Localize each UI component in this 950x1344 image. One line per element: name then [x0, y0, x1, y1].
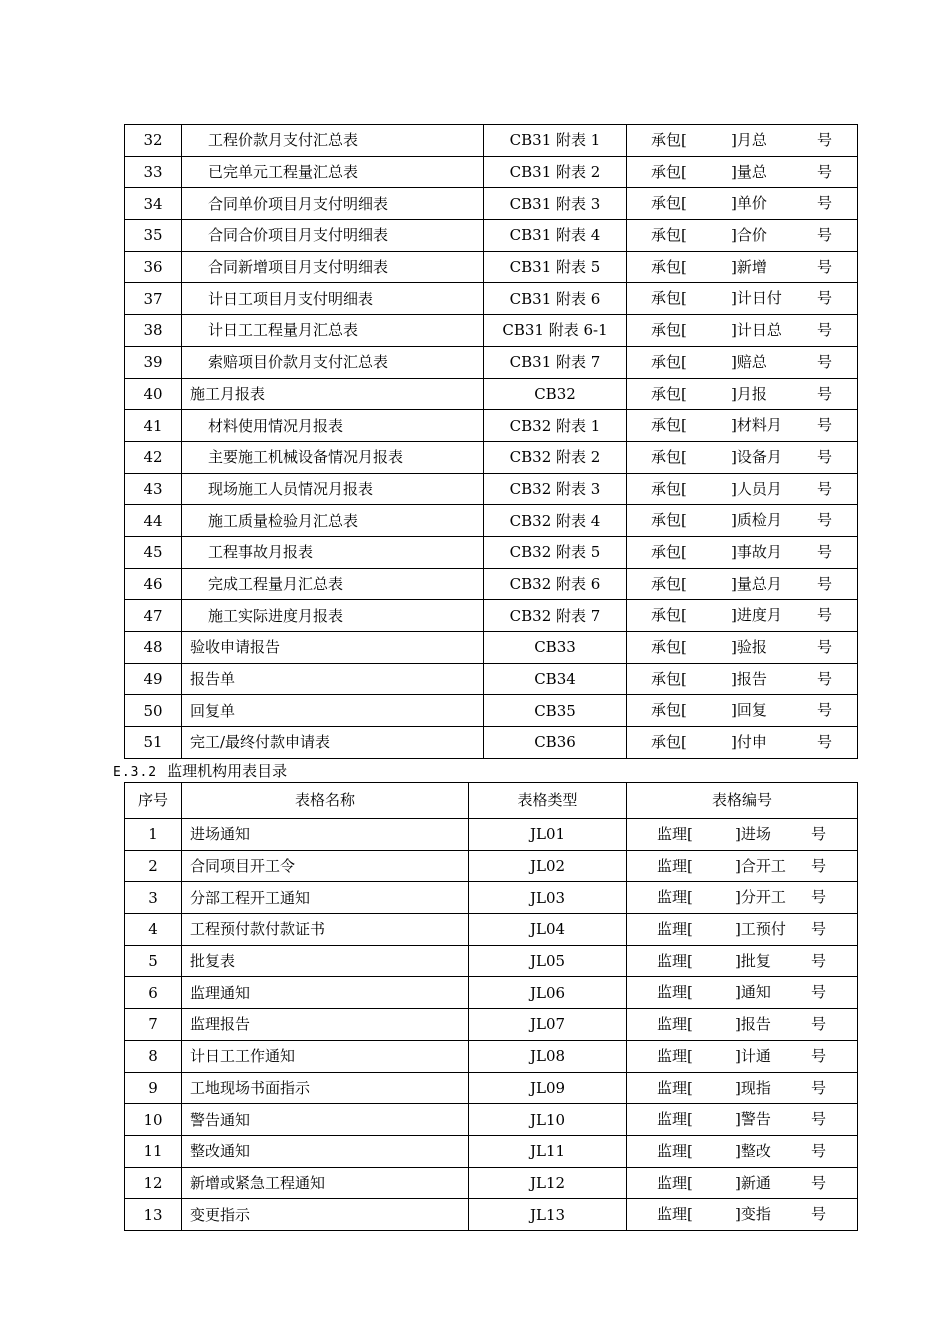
row-number: 12: [125, 1167, 182, 1199]
code-suffix: 号: [811, 856, 827, 875]
code-keyword: ]设备月: [731, 447, 782, 466]
code-keyword: ]整改: [735, 1141, 771, 1160]
code-keyword: ]验报: [731, 638, 767, 656]
code-keyword: ]事故月: [731, 542, 782, 561]
code-suffix: 号: [811, 888, 827, 907]
table-row: [125, 410, 858, 442]
row-number: 36: [125, 251, 182, 283]
form-code: [627, 536, 858, 568]
form-name: 整改通知: [182, 1135, 469, 1167]
table-row: [125, 568, 858, 600]
table-row: [125, 945, 858, 977]
code-prefix: 承包[: [651, 226, 687, 245]
form-name: 计日工工程量月汇总表: [182, 315, 484, 347]
form-name: 合同项目开工令: [182, 850, 469, 882]
code-keyword: ]量总月: [731, 574, 782, 593]
table-row: [125, 914, 858, 946]
code-suffix: 号: [817, 701, 833, 720]
code-suffix: 号: [811, 825, 827, 843]
row-number: 4: [125, 914, 182, 946]
row-number: 3: [125, 882, 182, 914]
form-type: CB31 附表 4: [484, 220, 627, 252]
code-prefix: 承包[: [651, 162, 687, 181]
code-keyword: ]月总: [731, 131, 767, 149]
code-suffix: 号: [817, 574, 833, 593]
row-number: 7: [125, 1009, 182, 1041]
code-suffix: 号: [811, 1110, 827, 1129]
form-code: [627, 156, 858, 188]
table-row: [125, 1040, 858, 1072]
row-number: 47: [125, 600, 182, 632]
form-code: [627, 850, 858, 882]
code-suffix: 号: [817, 352, 833, 371]
code-prefix: 承包[: [651, 321, 687, 340]
form-type: JL04: [469, 914, 627, 946]
row-number: 37: [125, 283, 182, 315]
form-code: [627, 727, 858, 759]
form-type: JL01: [469, 819, 627, 851]
table-row: [125, 882, 858, 914]
code-keyword: ]分开工: [735, 888, 786, 907]
code-keyword: ]报告: [735, 1015, 771, 1034]
code-keyword: ]计日付: [731, 289, 782, 308]
code-prefix: 承包[: [651, 384, 687, 403]
form-code: [627, 505, 858, 537]
form-name: 施工质量检验月汇总表: [182, 505, 484, 537]
code-keyword: ]计日总: [731, 321, 782, 340]
form-code: [627, 188, 858, 220]
code-suffix: 号: [817, 733, 833, 752]
code-prefix: 监理[: [657, 1205, 693, 1224]
form-code: [627, 695, 858, 727]
form-name: 计日工项目月支付明细表: [182, 283, 484, 315]
code-prefix: 监理[: [657, 951, 693, 970]
code-keyword: ]报告: [731, 669, 767, 688]
row-number: 48: [125, 632, 182, 664]
row-number: 44: [125, 505, 182, 537]
row-number: 50: [125, 695, 182, 727]
code-keyword: ]新通: [735, 1173, 771, 1192]
row-number: 40: [125, 378, 182, 410]
form-name: 批复表: [182, 945, 469, 977]
code-suffix: 号: [817, 289, 833, 308]
code-keyword: ]月报: [731, 384, 767, 403]
form-name: 变更指示: [182, 1199, 469, 1231]
form-code: [627, 220, 858, 252]
code-suffix: 号: [811, 983, 827, 1002]
code-suffix: 号: [817, 542, 833, 561]
form-name: 施工实际进度月报表: [182, 600, 484, 632]
header-cell-name: 表格名称: [182, 783, 469, 819]
code-keyword: ]计通: [735, 1046, 771, 1065]
row-number: 35: [125, 220, 182, 252]
form-code: [627, 568, 858, 600]
code-suffix: 号: [811, 1046, 827, 1065]
code-suffix: 号: [817, 416, 833, 435]
code-keyword: ]质检月: [731, 511, 782, 530]
contractor-forms-table-body: [125, 125, 858, 759]
table-row: [125, 1199, 858, 1231]
table-row: [125, 1072, 858, 1104]
form-code: [627, 1009, 858, 1041]
form-type: CB31 附表 2: [484, 156, 627, 188]
section-number: E.3.2: [113, 765, 158, 780]
table-row: [125, 977, 858, 1009]
row-number: 10: [125, 1104, 182, 1136]
form-code: [627, 441, 858, 473]
table-row: [125, 819, 858, 851]
supervisor-forms-table-body: [125, 783, 858, 1231]
form-name: 监理通知: [182, 977, 469, 1009]
row-number: 51: [125, 727, 182, 759]
table-row: [125, 441, 858, 473]
code-prefix: 承包[: [651, 606, 687, 625]
row-number: 11: [125, 1135, 182, 1167]
table-row: [125, 156, 858, 188]
code-suffix: 号: [817, 669, 833, 688]
code-suffix: 号: [811, 1078, 827, 1097]
form-code: [627, 663, 858, 695]
code-keyword: ]合开工: [735, 856, 786, 875]
table-row: [125, 220, 858, 252]
form-type: CB31 附表 3: [484, 188, 627, 220]
code-prefix: 监理[: [657, 1141, 693, 1160]
form-name: 已完单元工程量汇总表: [182, 156, 484, 188]
form-type: CB32 附表 2: [484, 441, 627, 473]
form-name: 进场通知: [182, 819, 469, 851]
form-type: CB32 附表 1: [484, 410, 627, 442]
form-name: 完成工程量月汇总表: [182, 568, 484, 600]
table-row: [125, 536, 858, 568]
form-code: [627, 819, 858, 851]
code-prefix: 承包[: [651, 733, 687, 752]
section-heading: [113, 760, 287, 784]
code-prefix: 承包[: [651, 416, 687, 435]
code-prefix: 承包[: [651, 257, 687, 276]
code-keyword: ]合价: [731, 226, 767, 245]
table-row: [125, 632, 858, 664]
form-name: 验收申请报告: [182, 632, 484, 664]
form-name: 工程价款月支付汇总表: [182, 125, 484, 157]
row-number: 1: [125, 819, 182, 851]
table-row: [125, 315, 858, 347]
table-row: [125, 188, 858, 220]
supervisor-forms-table: [124, 782, 858, 1231]
form-name: 施工月报表: [182, 378, 484, 410]
code-prefix: 监理[: [657, 1015, 693, 1034]
form-name: 工地现场书面指示: [182, 1072, 469, 1104]
section-title-text: 监理机构用表目录: [167, 762, 288, 780]
form-type: CB32 附表 7: [484, 600, 627, 632]
code-suffix: 号: [817, 162, 833, 181]
form-type: CB32 附表 6: [484, 568, 627, 600]
form-type: CB32 附表 5: [484, 536, 627, 568]
row-number: 38: [125, 315, 182, 347]
form-type: CB33: [484, 632, 627, 664]
row-number: 33: [125, 156, 182, 188]
form-name: 新增或紧急工程通知: [182, 1167, 469, 1199]
table-row: [125, 125, 858, 157]
code-keyword: ]工预付: [735, 920, 786, 939]
form-type: JL05: [469, 945, 627, 977]
form-code: [627, 882, 858, 914]
header-cell-no: 序号: [125, 783, 182, 819]
code-suffix: 号: [817, 447, 833, 466]
code-suffix: 号: [811, 1173, 827, 1192]
table-row: [125, 695, 858, 727]
code-keyword: ]新增: [731, 257, 767, 276]
table-row: [125, 1009, 858, 1041]
code-suffix: 号: [817, 321, 833, 340]
code-prefix: 监理[: [657, 888, 693, 907]
code-suffix: 号: [817, 511, 833, 530]
code-keyword: ]进场: [735, 825, 771, 843]
row-number: 45: [125, 536, 182, 568]
code-keyword: ]回复: [731, 701, 767, 720]
code-prefix: 承包[: [651, 289, 687, 308]
form-name: 分部工程开工通知: [182, 882, 469, 914]
form-name: 合同单价项目月支付明细表: [182, 188, 484, 220]
code-suffix: 号: [811, 951, 827, 970]
form-code: [627, 410, 858, 442]
table-row: [125, 1104, 858, 1136]
form-name: 合同新增项目月支付明细表: [182, 251, 484, 283]
code-prefix: 承包[: [651, 447, 687, 466]
contractor-forms-table: [124, 124, 858, 759]
row-number: 43: [125, 473, 182, 505]
form-code: [627, 1135, 858, 1167]
form-name: 完工/最终付款申请表: [182, 727, 484, 759]
code-prefix: 承包[: [651, 479, 687, 498]
form-code: [627, 1104, 858, 1136]
form-code: [627, 378, 858, 410]
form-type: JL13: [469, 1199, 627, 1231]
form-code: [627, 315, 858, 347]
code-keyword: ]批复: [735, 951, 771, 970]
form-type: CB32: [484, 378, 627, 410]
table-row: [125, 283, 858, 315]
code-keyword: ]赔总: [731, 352, 767, 371]
form-code: [627, 914, 858, 946]
form-name: 回复单: [182, 695, 484, 727]
code-prefix: 监理[: [657, 983, 693, 1002]
form-code: [627, 346, 858, 378]
code-keyword: ]警告: [735, 1110, 771, 1129]
header-cell-code: 表格编号: [627, 783, 858, 819]
code-prefix: 承包[: [651, 701, 687, 720]
form-name: 计日工工作通知: [182, 1040, 469, 1072]
table-row: [125, 505, 858, 537]
form-code: [627, 977, 858, 1009]
row-number: 13: [125, 1199, 182, 1231]
code-suffix: 号: [811, 920, 827, 939]
code-keyword: ]通知: [735, 983, 771, 1002]
form-name: 工程事故月报表: [182, 536, 484, 568]
row-number: 9: [125, 1072, 182, 1104]
form-type: CB34: [484, 663, 627, 695]
form-type: CB31 附表 6: [484, 283, 627, 315]
form-name: 索赔项目价款月支付汇总表: [182, 346, 484, 378]
table-row: [125, 1135, 858, 1167]
table-row: [125, 473, 858, 505]
form-code: [627, 600, 858, 632]
row-number: 34: [125, 188, 182, 220]
form-type: JL12: [469, 1167, 627, 1199]
code-keyword: ]变指: [735, 1205, 771, 1224]
form-code: [627, 1167, 858, 1199]
form-name: 合同合价项目月支付明细表: [182, 220, 484, 252]
code-prefix: 监理[: [657, 920, 693, 939]
header-cell-type: 表格类型: [469, 783, 627, 819]
code-suffix: 号: [811, 1015, 827, 1034]
form-type: JL02: [469, 850, 627, 882]
form-name: 工程预付款付款证书: [182, 914, 469, 946]
code-prefix: 承包[: [651, 352, 687, 371]
code-prefix: 承包[: [651, 511, 687, 530]
table-header-row: [125, 783, 858, 819]
form-type: CB32 附表 3: [484, 473, 627, 505]
table-row: [125, 378, 858, 410]
form-type: JL11: [469, 1135, 627, 1167]
code-suffix: 号: [817, 606, 833, 625]
form-code: [627, 632, 858, 664]
row-number: 49: [125, 663, 182, 695]
form-code: [627, 473, 858, 505]
form-name: 现场施工人员情况月报表: [182, 473, 484, 505]
table-row: [125, 663, 858, 695]
table-row: [125, 600, 858, 632]
form-type: CB31 附表 7: [484, 346, 627, 378]
table-row: [125, 1167, 858, 1199]
form-type: CB31 附表 1: [484, 125, 627, 157]
code-suffix: 号: [817, 479, 833, 498]
code-prefix: 监理[: [657, 825, 693, 843]
form-name: 报告单: [182, 663, 484, 695]
code-prefix: 承包[: [651, 194, 687, 213]
table-row: [125, 727, 858, 759]
code-suffix: 号: [817, 384, 833, 403]
form-code: [627, 1072, 858, 1104]
form-type: JL06: [469, 977, 627, 1009]
form-code: [627, 125, 858, 157]
row-number: 8: [125, 1040, 182, 1072]
form-type: CB35: [484, 695, 627, 727]
code-prefix: 承包[: [651, 638, 687, 656]
row-number: 2: [125, 850, 182, 882]
form-code: [627, 251, 858, 283]
code-keyword: ]付申: [731, 733, 767, 752]
code-prefix: 监理[: [657, 1173, 693, 1192]
table-row: [125, 251, 858, 283]
code-keyword: ]量总: [731, 162, 767, 181]
row-number: 6: [125, 977, 182, 1009]
row-number: 39: [125, 346, 182, 378]
code-keyword: ]单价: [731, 194, 767, 213]
form-code: [627, 945, 858, 977]
form-name: 监理报告: [182, 1009, 469, 1041]
code-keyword: ]材料月: [731, 416, 782, 435]
form-type: CB31 附表 5: [484, 251, 627, 283]
form-name: 主要施工机械设备情况月报表: [182, 441, 484, 473]
row-number: 41: [125, 410, 182, 442]
form-code: [627, 1040, 858, 1072]
form-type: JL07: [469, 1009, 627, 1041]
code-suffix: 号: [817, 131, 833, 149]
form-type: JL08: [469, 1040, 627, 1072]
code-prefix: 承包[: [651, 131, 687, 149]
table-row: [125, 346, 858, 378]
code-prefix: 监理[: [657, 856, 693, 875]
row-number: 5: [125, 945, 182, 977]
code-prefix: 承包[: [651, 574, 687, 593]
code-suffix: 号: [817, 257, 833, 276]
form-type: CB36: [484, 727, 627, 759]
form-type: JL03: [469, 882, 627, 914]
form-type: CB31 附表 6-1: [484, 315, 627, 347]
code-suffix: 号: [817, 226, 833, 245]
code-prefix: 承包[: [651, 542, 687, 561]
row-number: 46: [125, 568, 182, 600]
code-keyword: ]人员月: [731, 479, 782, 498]
form-name: 材料使用情况月报表: [182, 410, 484, 442]
form-type: CB32 附表 4: [484, 505, 627, 537]
form-type: JL10: [469, 1104, 627, 1136]
code-keyword: ]进度月: [731, 606, 782, 625]
form-type: JL09: [469, 1072, 627, 1104]
code-prefix: 监理[: [657, 1110, 693, 1129]
code-suffix: 号: [817, 638, 833, 656]
form-code: [627, 1199, 858, 1231]
row-number: 42: [125, 441, 182, 473]
code-suffix: 号: [811, 1141, 827, 1160]
code-keyword: ]现指: [735, 1078, 771, 1097]
table-row: [125, 850, 858, 882]
code-prefix: 监理[: [657, 1046, 693, 1065]
form-code: [627, 283, 858, 315]
code-prefix: 承包[: [651, 669, 687, 688]
form-name: 警告通知: [182, 1104, 469, 1136]
row-number: 32: [125, 125, 182, 157]
code-suffix: 号: [811, 1205, 827, 1224]
code-suffix: 号: [817, 194, 833, 213]
code-prefix: 监理[: [657, 1078, 693, 1097]
